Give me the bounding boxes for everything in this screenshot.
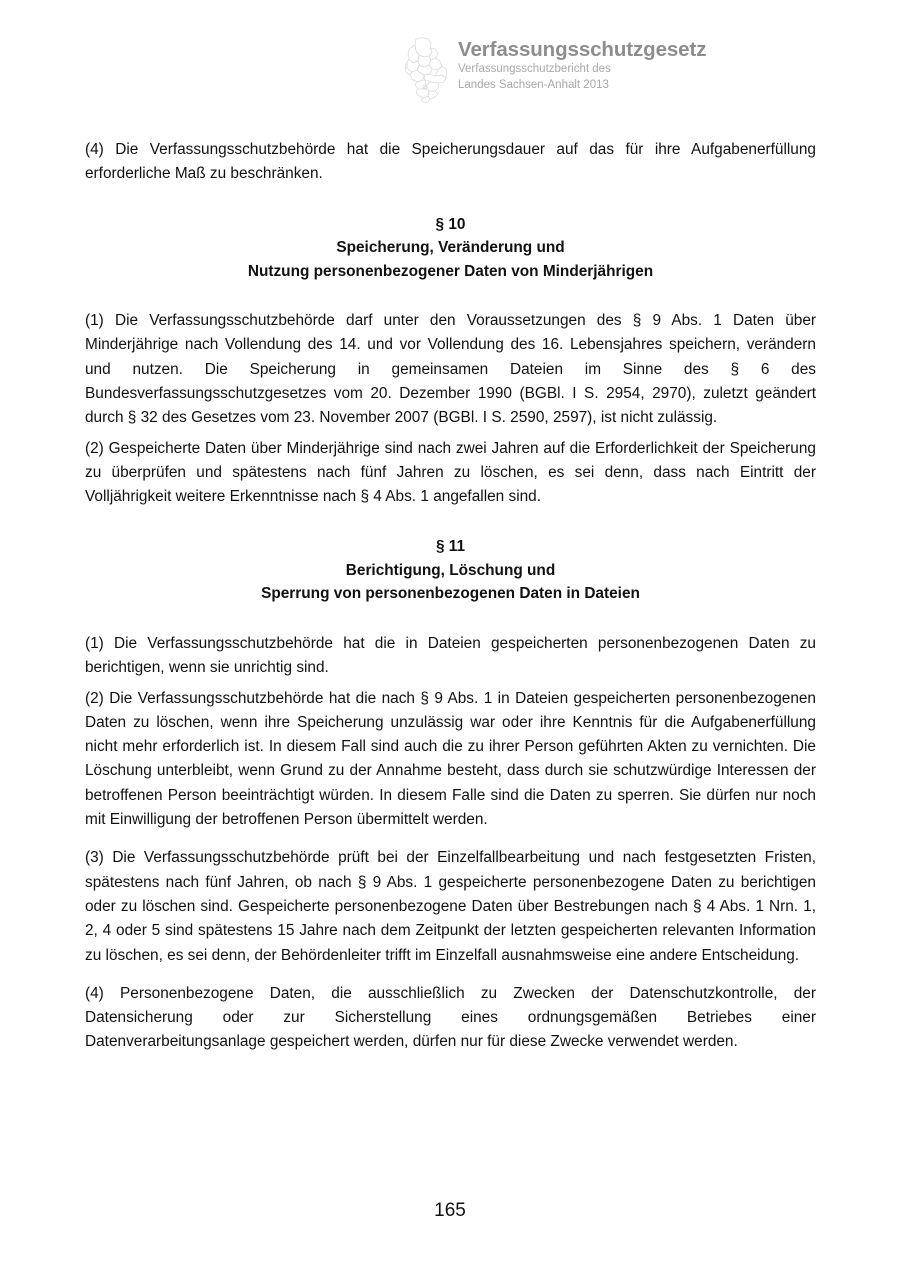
section-10-paragraph-2: (2) Gespeicherte Daten über Minderjährige sind nach zwei Jahren auf die Erforderlichkeit der Speicherung zu überprüfen und spätestens nach fünf Jahren zu löschen, es sei denn, dass nach Eintritt der Volljährigkeit weitere Erkenntnisse nach § 4 Abs. 1 angefallen sind. [85, 439, 816, 506]
header-text-block [458, 36, 706, 94]
section-11-paragraph-4: (4) Personenbezogene Daten, die ausschließlich zu Zwecken der Datenschutzkontrolle, der Datensicherung oder zur Sicherstellung eines ordnungsgemäßen Betriebes einer Datenverarbeitungsanlage gespeichert werden, dürfen nur für diese Zwecke verwendet werden. [85, 984, 816, 1051]
section-10-number: § 10 [435, 215, 466, 233]
section-11-title-line2: Sperrung von personenbezogenen Daten in Dateien [261, 585, 640, 603]
section-11-paragraph-3: (3) Die Verfassungsschutzbehörde prüft bei der Einzelfallbearbeitung und nach festgesetzten Fristen, spätestens nach fünf Jahren, ob nach § 9 Abs. 1 gespeicherte personenbezogene Daten zu berichtigen oder zu löschen sind. Gespeicherte personenbezogene Daten über Bestrebungen nach § 4 Abs. 1 Nrn. 1, 2, 4 oder 5 sind spätestens 15 Jahre nach dem Zeitpunkt der letzten gespeicherten relevanten Information zu löschen, es sei denn, der Behördenleiter trifft im Einzelfall ausnahmsweise eine andere Entscheidung. [85, 849, 816, 964]
report-subtitle-line1: Verfassungsschutzbericht des [458, 62, 611, 75]
document-content [85, 138, 816, 1055]
section-10-title-line2: Nutzung personenbezogener Daten von Minderjährigen [247, 262, 654, 280]
report-title: Verfassungsschutzgesetz [458, 38, 707, 61]
section-10-title-line1: Speicherung, Veränderung und [336, 239, 565, 257]
section-heading-10 [85, 213, 816, 284]
section-10-paragraph-1: (1) Die Verfassungsschutzbehörde darf unter den Voraussetzungen des § 9 Abs. 1 Daten über Minderjährige nach Vollendung des 14. und vor Vollendung des 16. Lebensjahres speichern, verändern und nutzen. Die Speicherung in gemeinsamen Dateien im Sinne des § 6 des Bundesverfassungsschutzgesetzes vom 20. Dezember 1990 (BGBl. I S. 2954, 2970), zuletzt geändert durch § 32 des Gesetzes vom 23. November 2007 (BGBl. I S. 2590, 2597), ist nicht zulässig. [85, 312, 816, 427]
saxony-anhalt-map-outline-icon [402, 36, 450, 104]
section-heading-11 [85, 535, 816, 606]
section-11-paragraph-2: (2) Die Verfassungsschutzbehörde hat die nach § 9 Abs. 1 in Dateien gespeicherten personenbezogenen Daten zu löschen, wenn ihre Speicherung unzulässig war oder ihre Kenntnis für die Aufgabenerfüllung nicht mehr erforderlich ist. In diesem Fall sind auch die zu ihrer Person geführten Akten zu vernichten. Die Löschung unterbleibt, wenn Grund zu der Annahme besteht, dass durch sie schutzwürdige Interessen der betroffenen Person beeinträchtigt würden. In diesem Falle sind die Daten zu sperren. Sie dürfen nur noch mit Einwilligung der betroffenen Person übermittelt werden. [85, 689, 816, 829]
section-11-title-line1: Berichtigung, Löschung und [345, 561, 556, 579]
page-header [402, 36, 706, 104]
section-11-number: § 11 [435, 538, 466, 556]
section-11-paragraph-1: (1) Die Verfassungsschutzbehörde hat die in Dateien gespeicherten personenbezogenen Daten zu berichtigen, wenn sie unrichtig sind. [85, 634, 816, 677]
report-subtitle-line2: Landes Sachsen-Anhalt 2013 [458, 78, 609, 91]
page-number: 165 [434, 1200, 466, 1221]
paragraph-4-previous-section: (4) Die Verfassungsschutzbehörde hat die Speicherungsdauer auf das für ihre Aufgabenerfüllung erforderliche Maß zu beschränken. [85, 141, 816, 183]
